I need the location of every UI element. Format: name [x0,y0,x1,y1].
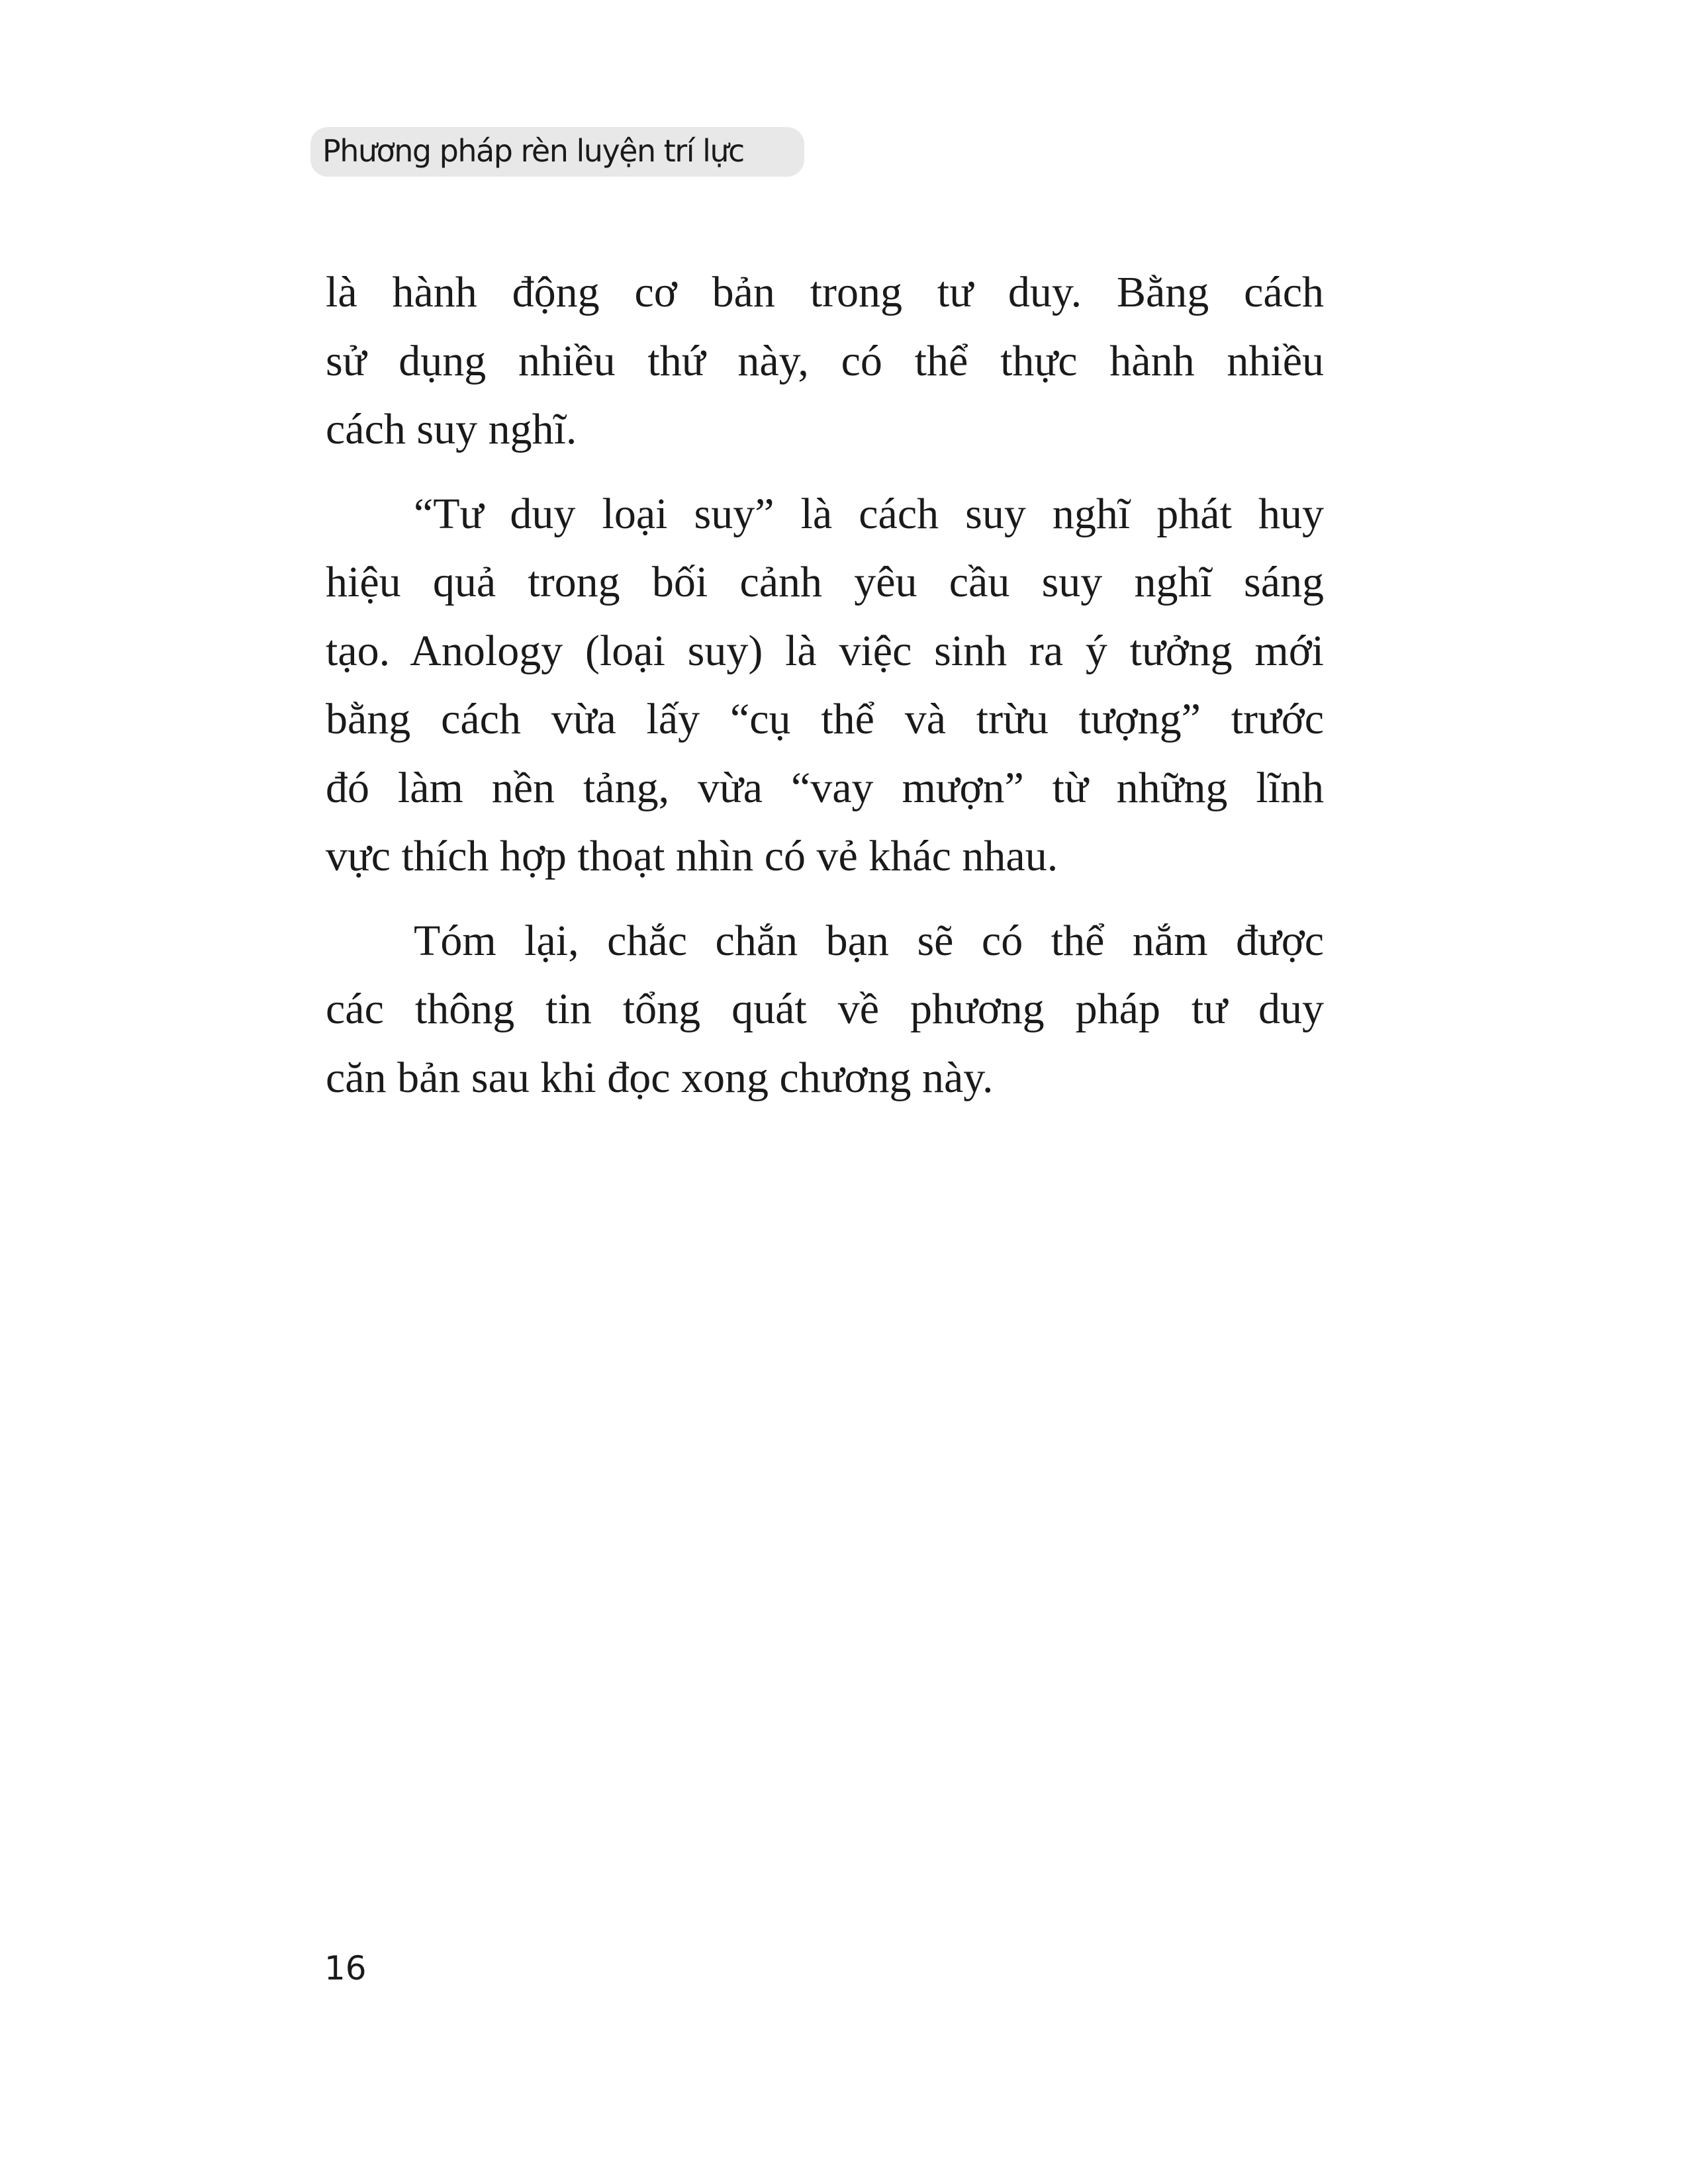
paragraph-2 [326,480,1324,891]
paragraph-3 [326,907,1324,1113]
text-line: căn bản sau khi đọc xong chương này. [326,1053,994,1102]
text-line: các thông tin tổng quát về phương pháp tư duy [326,985,1324,1033]
text-line: “Tư duy loại suy” là cách suy nghĩ phát huy [414,489,1324,538]
running-header-title: Phương pháp rèn luyện trí lực [322,133,744,169]
text-line: hiệu quả trong bối cảnh yêu cầu suy nghĩ sáng [326,558,1324,606]
paragraph-1 [326,258,1324,464]
body-text [326,258,1324,1128]
text-line: là hành động cơ bản trong tư duy. Bằng cách [326,268,1324,316]
text-line: vực thích hợp thoạt nhìn có vẻ khác nhau. [326,832,1058,880]
text-line: sử dụng nhiều thứ này, có thể thực hành nhiều [326,336,1324,385]
text-line: đó làm nền tảng, vừa “vay mượn” từ những lĩnh [326,763,1324,812]
text-line: cách suy nghĩ. [326,405,577,453]
text-line: Tóm lại, chắc chắn bạn sẽ có thể nắm được [414,916,1324,965]
page-number: 16 [324,1949,367,1987]
text-line: tạo. Anology (loại suy) là việc sinh ra ý tưởng mới [326,626,1324,675]
text-line: bằng cách vừa lấy “cụ thể và trừu tượng” trước [326,695,1324,743]
running-header [310,127,804,177]
